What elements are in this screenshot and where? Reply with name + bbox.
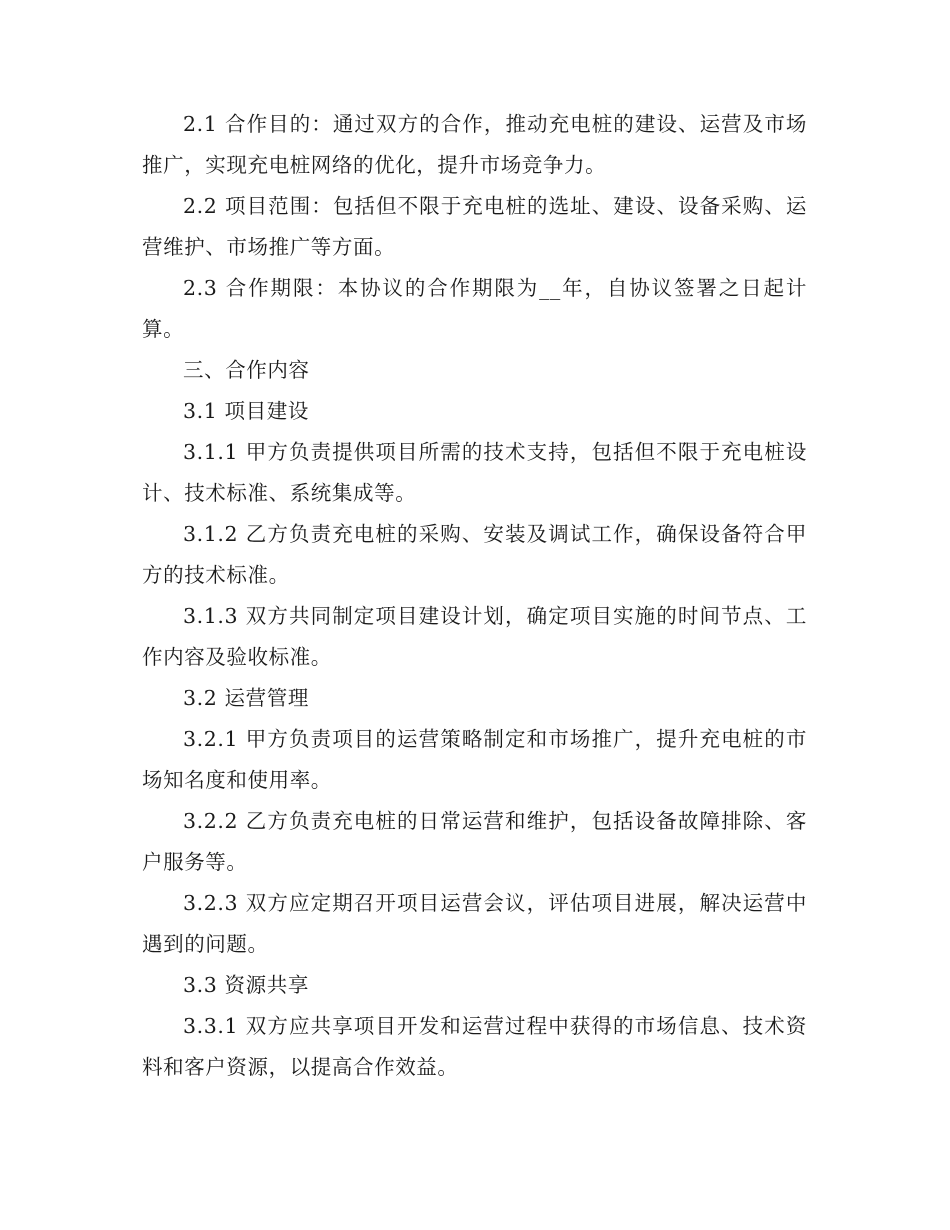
clause-2-2: 2.2 项目范围：包括但不限于充电桩的选址、建设、设备采购、运营维护、市场推广等方面。 — [142, 194, 807, 259]
clause-3-3-1: 3.3.1 双方应共享项目开发和运营过程中获得的市场信息、技术资料和客户资源，以提高合作效益。 — [142, 1014, 807, 1079]
clause-2-1: 2.1 合作目的：通过双方的合作，推动充电桩的建设、运营及市场推广，实现充电桩网络的优化，提升市场竞争力。 — [142, 112, 807, 177]
subsection-heading-3-3: 3.3 资源共享 — [183, 973, 309, 997]
clause-2-3: 2.3 合作期限：本协议的合作期限为__年，自协议签署之日起计算。 — [142, 276, 807, 341]
clause-3-2-1: 3.2.1 甲方负责项目的运营策略制定和市场推广，提升充电桩的市场知名度和使用率。 — [142, 727, 807, 792]
section-heading-3: 三、合作内容 — [183, 358, 310, 382]
clause-3-2-3: 3.2.3 双方应定期召开项目运营会议，评估项目进展，解决运营中遇到的问题。 — [142, 891, 807, 956]
clause-3-1-1: 3.1.1 甲方负责提供项目所需的技术支持，包括但不限于充电桩设计、技术标准、系统集成等。 — [142, 440, 807, 505]
clause-3-1-2: 3.1.2 乙方负责充电桩的采购、安装及调试工作，确保设备符合甲方的技术标准。 — [142, 522, 807, 587]
clause-3-1-3: 3.1.3 双方共同制定项目建设计划，确定项目实施的时间节点、工作内容及验收标准。 — [142, 604, 807, 669]
clause-3-2-2: 3.2.2 乙方负责充电桩的日常运营和维护，包括设备故障排除、客户服务等。 — [142, 809, 807, 874]
document-body — [142, 104, 807, 1088]
subsection-heading-3-2: 3.2 运营管理 — [183, 686, 309, 710]
subsection-heading-3-1: 3.1 项目建设 — [183, 399, 309, 423]
